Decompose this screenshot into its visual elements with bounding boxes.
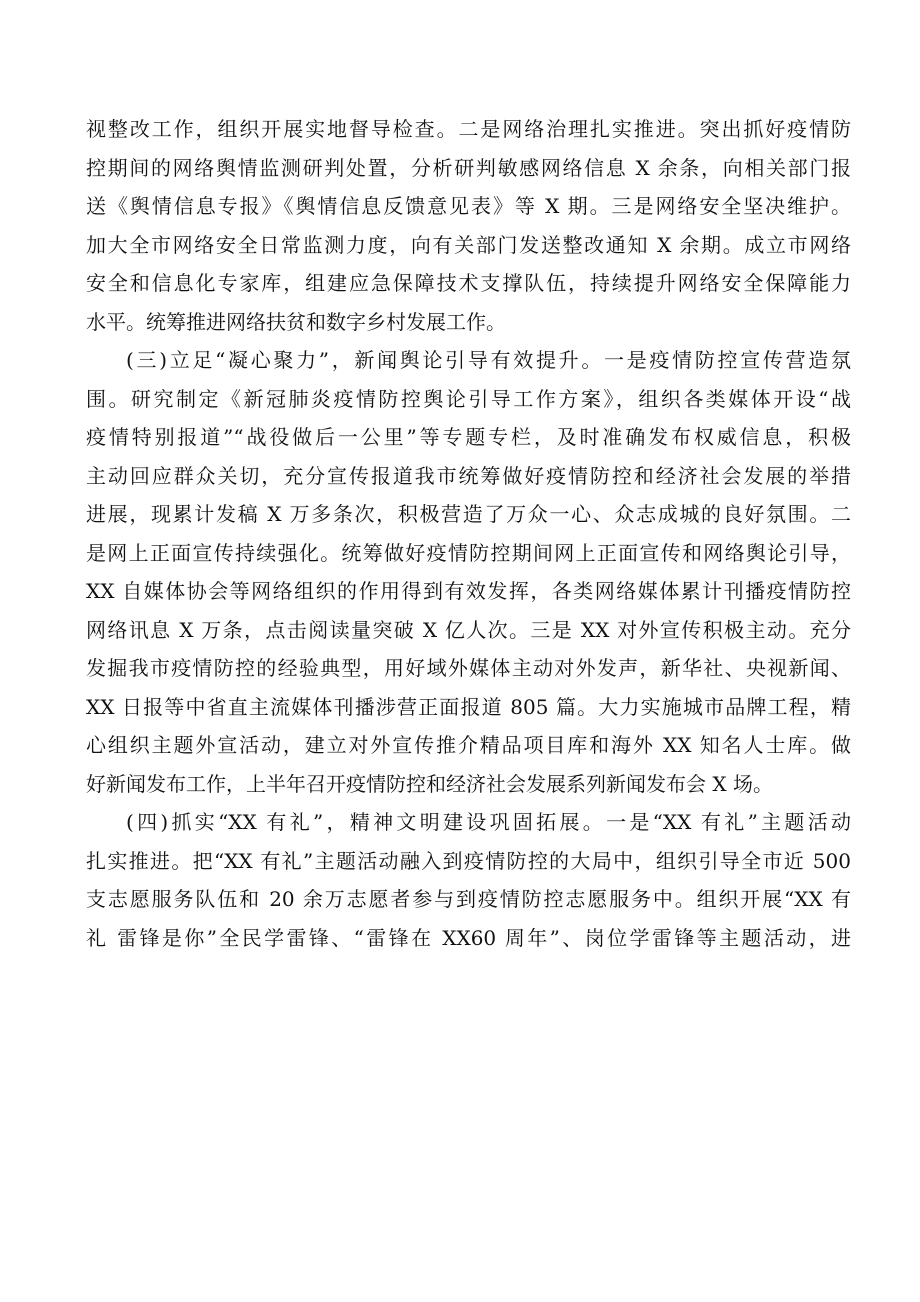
text-line: 疫情特别报道”“战役做后一公里”等专题专栏，及时准确发布权威信息，积极	[86, 425, 851, 449]
text-line: 是网上正面宣传持续强化。统筹做好疫情防控期间网上正面宣传和网络舆论引导，	[86, 540, 851, 565]
text-line: 主动回应群众关切，充分宣传报道我市统筹做好疫情防控和经济社会发展的举措	[86, 463, 851, 488]
text-line: 礼 雷锋是你”全民学雷锋、“雷锋在 XX60 周年”、岗位学雷锋等主题活动，进	[86, 925, 851, 950]
paragraph-heading-line: (四)抓实“XX 有礼”，精神文明建设巩固拓展。一是“XX 有礼”主题活动	[126, 810, 851, 834]
text-line: 好新闻发布工作，上半年召开疫情防控和经济社会发展系列新闻发布会 X 场。	[86, 771, 773, 796]
paragraph-civilization-building	[86, 803, 851, 957]
text-line: 送《舆情信息专报》《舆情信息反馈意见表》等 X 期。三是网络安全坚决维护。	[86, 194, 851, 218]
paragraph-network-governance	[86, 110, 851, 341]
text-line: 围。研究制定《新冠肺炎疫情防控舆论引导工作方案》，组织各类媒体开设“战	[86, 386, 851, 411]
document-page	[86, 110, 851, 957]
text-line: XX 日报等中省直主流媒体刊播涉营正面报道 805 篇。大力实施城市品牌工程，精	[86, 694, 851, 719]
text-line: XX 自媒体协会等网络组织的作用得到有效发挥，各类网络媒体累计刊播疫情防控	[86, 579, 851, 603]
text-line: 视整改工作，组织开展实地督导检查。二是网络治理扎实推进。突出抓好疫情防	[86, 117, 851, 141]
text-line: 控期间的网络舆情监测研判处置，分析研判敏感网络信息 X 余条，向相关部门报	[86, 155, 851, 180]
text-line: 扎实推进。把“XX 有礼”主题活动融入到疫情防控的大局中，组织引导全市近 500	[86, 848, 851, 873]
text-line: 心组织主题外宣活动，建立对外宣传推介精品项目库和海外 XX 知名人士库。做	[86, 733, 851, 757]
text-line: 进展，现累计发稿 X 万多条次，积极营造了万众一心、众志成城的良好氛围。二	[86, 502, 851, 526]
text-line: 网络讯息 X 万条，点击阅读量突破 X 亿人次。三是 XX 对外宣传积极主动。充分	[86, 617, 851, 642]
text-line: 安全和信息化专家库，组建应急保障技术支撑队伍，持续提升网络安全保障能力	[86, 271, 851, 295]
text-line: 加大全市网络安全日常监测力度，向有关部门发送整改通知 X 余期。成立市网络	[86, 232, 851, 257]
text-line: 发掘我市疫情防控的经验典型，用好域外媒体主动对外发声，新华社、央视新闻、	[86, 656, 851, 680]
paragraph-heading-line: (三)立足“凝心聚力”，新闻舆论引导有效提升。一是疫情防控宣传营造氛	[126, 348, 851, 372]
text-line: 水平。统筹推进网络扶贫和数字乡村发展工作。	[86, 309, 506, 334]
paragraph-news-guidance	[86, 341, 851, 803]
text-line: 支志愿服务队伍和 20 余万志愿者参与到疫情防控志愿服务中。组织开展“XX 有	[86, 887, 851, 911]
